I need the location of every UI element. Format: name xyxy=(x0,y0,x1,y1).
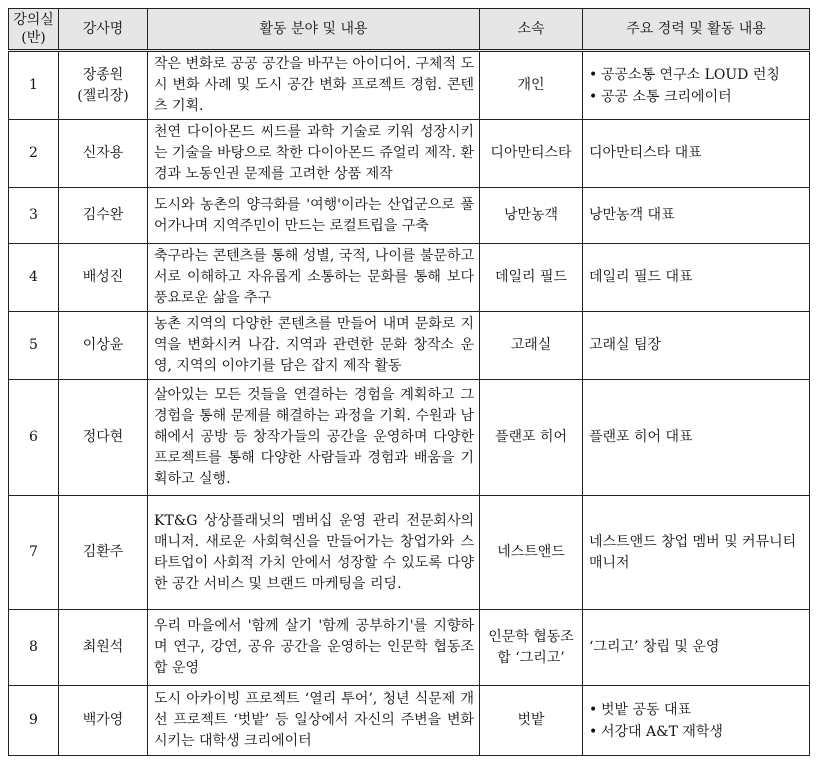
row-number: 8 xyxy=(9,610,59,686)
activity-description: 도시와 농촌의 양극화를 '여행'이라는 산업군으로 풀어가나며 지역주민이 만드는 로컬트립을 구축 xyxy=(148,188,480,244)
instructor-name: 정다현 xyxy=(59,380,148,496)
affiliation: 벗밭 xyxy=(480,686,583,756)
bullet-icon: • xyxy=(589,88,598,105)
header-activity: 활동 분야 및 내용 xyxy=(148,9,480,51)
career-item: 디아만티스타 대표 xyxy=(583,120,810,188)
instructor-nickname: (젤리장) xyxy=(77,87,129,104)
table-row xyxy=(9,188,810,244)
header-row xyxy=(9,9,810,51)
header-classroom xyxy=(9,9,59,51)
career-list xyxy=(589,699,803,743)
career-cell xyxy=(583,51,810,120)
table-row xyxy=(9,120,810,188)
affiliation: 낭만농객 xyxy=(480,188,583,244)
activity-description: 도시 아카이빙 프로젝트 ‘열리 투어’, 청년 식문제 개선 프로젝트 ‘벗밭’ 등 일상에서 자신의 주변을 변화시키는 대학생 크리에이터 xyxy=(148,686,480,756)
instructor-name: 김수완 xyxy=(59,188,148,244)
row-number: 6 xyxy=(9,380,59,496)
career-cell xyxy=(583,686,810,756)
activity-description: 천연 다이아몬드 씨드를 과학 기술로 키워 성장시키는 기술을 바탕으로 착한 다이아몬드 쥬얼리 제작. 환경과 노동인권 문제를 고려한 상품 제작 xyxy=(148,120,480,188)
instructor-name: 최원석 xyxy=(59,610,148,686)
career-item: 네스트앤드 창업 멤버 및 커뮤니티 매니저 xyxy=(583,496,810,610)
header-classroom-line2: (반) xyxy=(21,30,46,46)
list-item xyxy=(589,699,803,721)
row-number: 2 xyxy=(9,120,59,188)
document-page xyxy=(8,8,809,756)
affiliation: 고래실 xyxy=(480,312,583,380)
instructor-name: 신자용 xyxy=(59,120,148,188)
table-row xyxy=(9,496,810,610)
table-row xyxy=(9,312,810,380)
header-affiliation: 소속 xyxy=(480,9,583,51)
instructor-table xyxy=(8,8,810,756)
table-row xyxy=(9,686,810,756)
list-item xyxy=(589,721,803,743)
career-list xyxy=(589,64,803,108)
activity-description: 작은 변화로 공공 공간을 바꾸는 아이디어. 구체적 도시 변화 사례 및 도시 공간 변화 프로젝트 경험. 콘텐츠 기획. xyxy=(148,51,480,120)
row-number: 5 xyxy=(9,312,59,380)
career-item: 서강대 A&T 재학생 xyxy=(601,723,723,740)
career-item: 데일리 필드 대표 xyxy=(583,244,810,312)
row-number: 9 xyxy=(9,686,59,756)
list-item xyxy=(589,86,803,108)
activity-description: 축구라는 콘텐츠를 통해 성별, 국적, 나이를 불문하고 서로 이해하고 자유롭게 소통하는 문화를 통해 보다 풍요로운 삶을 추구 xyxy=(148,244,480,312)
affiliation: 개인 xyxy=(480,51,583,120)
activity-description: 우리 마을에서 '함께 살기 '함께 공부하기'를 지향하며 연구, 강연, 공유 공간을 운영하는 인문학 협동조합 운영 xyxy=(148,610,480,686)
career-item: 플랜포 히어 대표 xyxy=(583,380,810,496)
activity-description: 농촌 지역의 다양한 콘텐츠를 만들어 내며 문화로 지역을 변화시켜 나감. 지역과 관련한 문화 창작소 운영, 지역의 이야기를 담은 잡지 제작 활동 xyxy=(148,312,480,380)
career-item: 낭만농객 대표 xyxy=(583,188,810,244)
affiliation: 디아만티스타 xyxy=(480,120,583,188)
career-item: ‘그리고’ 창립 및 운영 xyxy=(583,610,810,686)
table-header xyxy=(9,9,810,51)
table-row xyxy=(9,380,810,496)
header-instructor: 강사명 xyxy=(59,9,148,51)
career-item: 공공 소통 크리에이터 xyxy=(601,88,732,105)
row-number: 7 xyxy=(9,496,59,610)
career-item: 고래실 팀장 xyxy=(583,312,810,380)
bullet-icon: • xyxy=(589,723,598,740)
instructor-name: 배성진 xyxy=(59,244,148,312)
row-number: 1 xyxy=(9,51,59,120)
affiliation: 네스트앤드 xyxy=(480,496,583,610)
table-body xyxy=(9,51,810,756)
instructor-name xyxy=(59,51,148,120)
table-row xyxy=(9,610,810,686)
table-row xyxy=(9,51,810,120)
affiliation: 데일리 필드 xyxy=(480,244,583,312)
activity-description: 살아있는 모든 것들을 연결하는 경험을 계획하고 그 경험을 통해 문제를 해결하는 과정을 기획. 수원과 남해에서 공방 등 창작가들의 공간을 운영하며 다양한 프로젝트를 통해 다양한 사람들과 경험과 배움을 기획하고 실행. xyxy=(148,380,480,496)
career-item: 벗밭 공동 대표 xyxy=(601,701,692,718)
header-career: 주요 경력 및 활동 내용 xyxy=(583,9,810,51)
header-classroom-line1: 강의실 xyxy=(13,12,54,28)
instructor-name: 김환주 xyxy=(59,496,148,610)
affiliation: 인문학 협동조합 ‘그리고’ xyxy=(480,610,583,686)
bullet-icon: • xyxy=(589,701,598,718)
instructor-name: 이상윤 xyxy=(59,312,148,380)
activity-description: KT&G 상상플래닛의 멤버십 운영 관리 전문회사의 매니저. 새로운 사회혁신을 만들어가는 창업가와 스타트업이 사회적 가치 안에서 성장할 수 있도록 다양한 공간 서비스 및 브랜드 마케팅을 리딩. xyxy=(148,496,480,610)
career-item: 공공소통 연구소 LOUD 런칭 xyxy=(601,66,780,83)
bullet-icon: • xyxy=(589,66,598,83)
table-row xyxy=(9,244,810,312)
instructor-name-main: 장종원 xyxy=(82,66,124,83)
row-number: 3 xyxy=(9,188,59,244)
instructor-name: 백가영 xyxy=(59,686,148,756)
row-number: 4 xyxy=(9,244,59,312)
affiliation: 플랜포 히어 xyxy=(480,380,583,496)
list-item xyxy=(589,64,803,86)
